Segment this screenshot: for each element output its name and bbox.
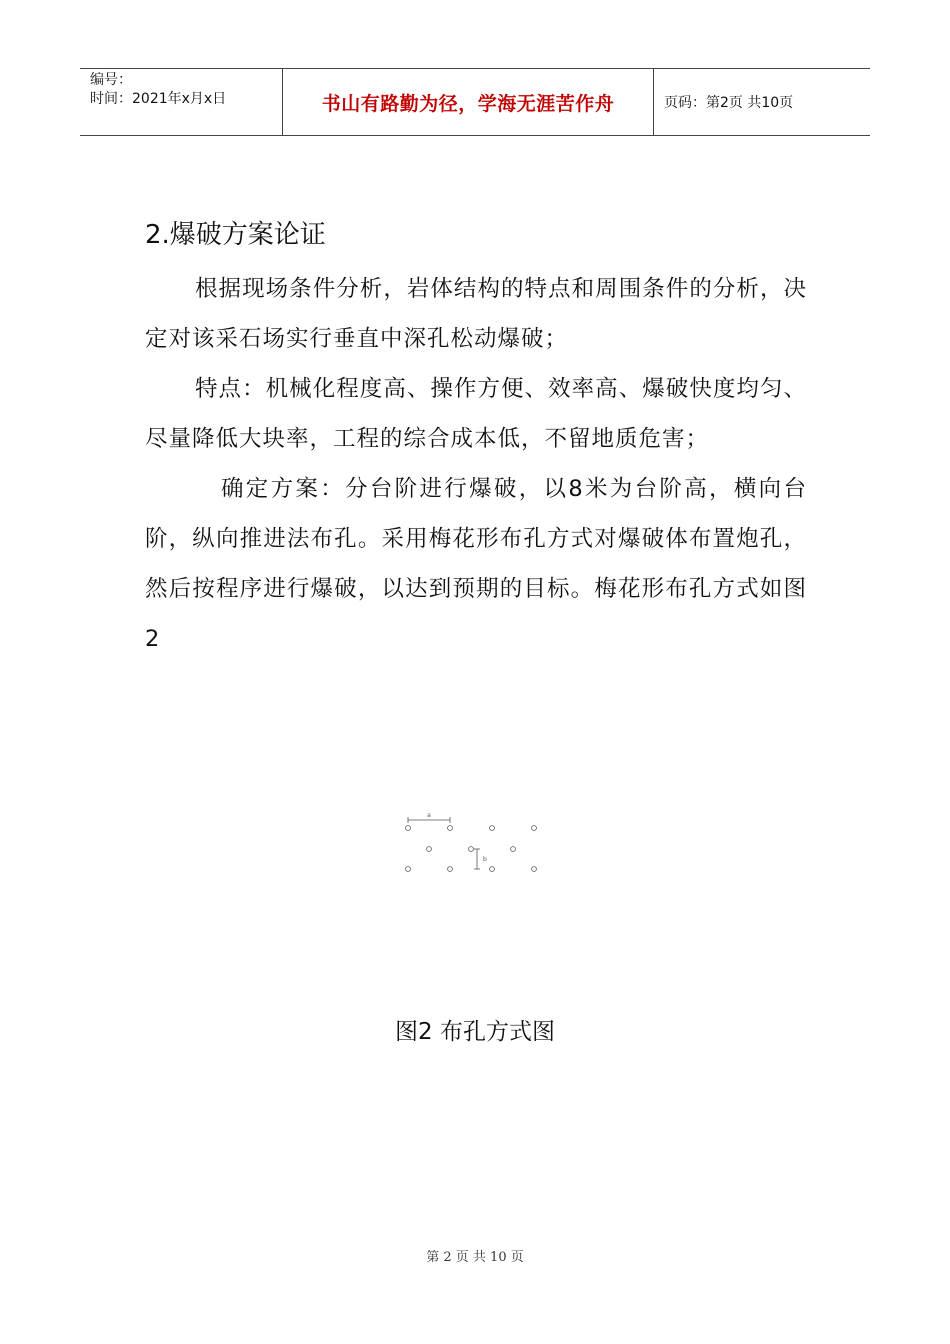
figure-caption: 图2 布孔方式图 [395, 1019, 555, 1045]
header-meta [80, 69, 282, 135]
document-number-label: 编号： [90, 72, 132, 88]
document-header [80, 68, 870, 136]
blast-hole [448, 826, 453, 831]
paragraph-plan: 确定方案：分台阶进行爆破，以8米为台阶高，横向台阶，纵向推进法布孔。采用梅花形布孔方式对爆破体布置炮孔，然后按程序进行爆破，以达到预期的目标。梅花形布孔方式如图2 [145, 476, 807, 652]
blast-hole [532, 867, 537, 872]
blast-hole [490, 867, 495, 872]
blast-hole [469, 847, 474, 852]
blast-hole [406, 826, 411, 831]
spacing-b-label: b [483, 856, 487, 863]
header-page-info: 页码：第2页 共10页 [664, 95, 794, 111]
header-motto: 书山有路勤为径，学海无涯苦作舟 [282, 69, 654, 135]
document-body [145, 210, 807, 664]
paragraph-features: 特点：机械化程度高、操作方便、效率高、爆破快度均匀、尽量降低大块率，工程的综合成本低，不留地质危害； [145, 376, 807, 452]
blast-hole [427, 847, 432, 852]
blast-hole [490, 826, 495, 831]
page-footer: 第 2 页 共 10 页 [426, 1250, 524, 1265]
paragraph-analysis: 根据现场条件分析，岩体结构的特点和周围条件的分析，决定对该采石场实行垂直中深孔松动爆破； [145, 276, 807, 352]
blast-hole [511, 847, 516, 852]
blast-hole [448, 867, 453, 872]
document-date-label: 时间：2021年x月x日 [90, 91, 227, 107]
blast-hole [406, 867, 411, 872]
plum-blossom-hole-layout-diagram [400, 812, 540, 872]
section-title: 2.爆破方案论证 [145, 220, 326, 250]
spacing-a-label: a [427, 812, 431, 819]
blast-hole [532, 826, 537, 831]
